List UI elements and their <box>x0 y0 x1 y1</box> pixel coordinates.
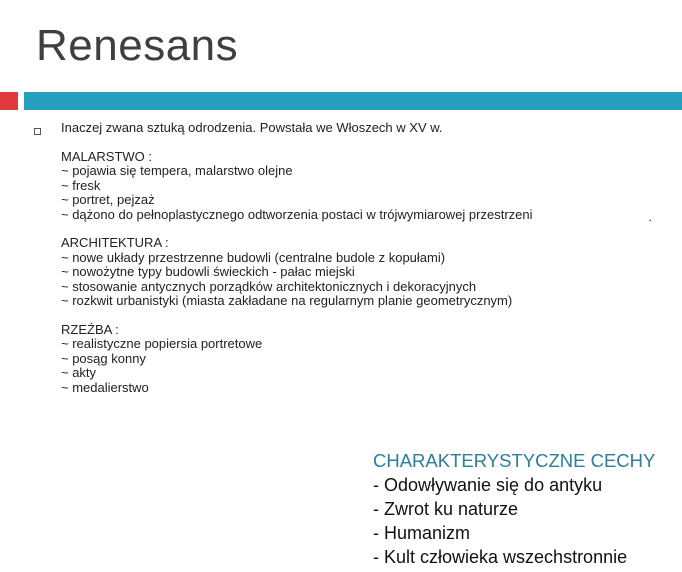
list-item: ~ medalierstwo <box>61 379 149 395</box>
list-item: ~ stosowanie antycznych porządków architektonicznych i dekoracyjnych <box>61 278 477 294</box>
section-heading-rzezba: RZEŹBA : <box>61 321 119 337</box>
section-heading-architektura: ARCHITEKTURA : <box>61 235 169 250</box>
list-item: ~ rozkwit urbanistyki (miasta zakładane na regularnym planie geometrycznym) <box>61 293 513 308</box>
list-item: ~ realistyczne popiersia portretowe <box>61 336 263 351</box>
section-heading-malarstwo: MALARSTWO : <box>61 148 153 164</box>
feature-item: - Humanizm <box>373 523 471 543</box>
list-item: ~ akty <box>61 365 97 380</box>
feature-item: - Odowływanie się do antyku <box>373 475 603 495</box>
list-item: ~ nowożytne typy budowli świeckich - pałac miejski <box>61 264 355 279</box>
list-item: ~ portret, pejzaż <box>61 192 155 207</box>
accent-bar-teal <box>24 92 682 110</box>
list-item: ~ dążono do pełnoplastycznego odtworzenia postaci w trójwymiarowej przestrzeni <box>61 206 533 222</box>
feature-item: - Kult człowieka wszechstronnie <box>373 547 628 567</box>
list-item: ~ fresk <box>61 177 101 193</box>
section-architektura <box>61 236 671 309</box>
square-bullet-icon <box>34 128 41 135</box>
section-malarstwo <box>61 150 671 223</box>
stray-dot: · <box>648 212 653 227</box>
slide-title: Renesans <box>36 21 239 70</box>
list-item: ~ nowe układy przestrzenne budowli (centralne budole z kopułami) <box>61 249 446 265</box>
intro-text: Inaczej zwana sztuką odrodzenia. Powstała we Włoszech w XV w. <box>61 120 443 135</box>
list-item: ~ pojawia się tempera, malarstwo olejne <box>61 163 293 178</box>
section-rzezba <box>61 323 671 396</box>
features-heading: CHARAKTERYSTYCZNE CECHY <box>373 450 656 471</box>
feature-item: - Zwrot ku naturze <box>373 499 519 519</box>
features-block <box>373 449 655 569</box>
list-item: ~ posąg konny <box>61 350 146 366</box>
main-content <box>61 121 671 409</box>
accent-bar-red <box>0 92 18 110</box>
